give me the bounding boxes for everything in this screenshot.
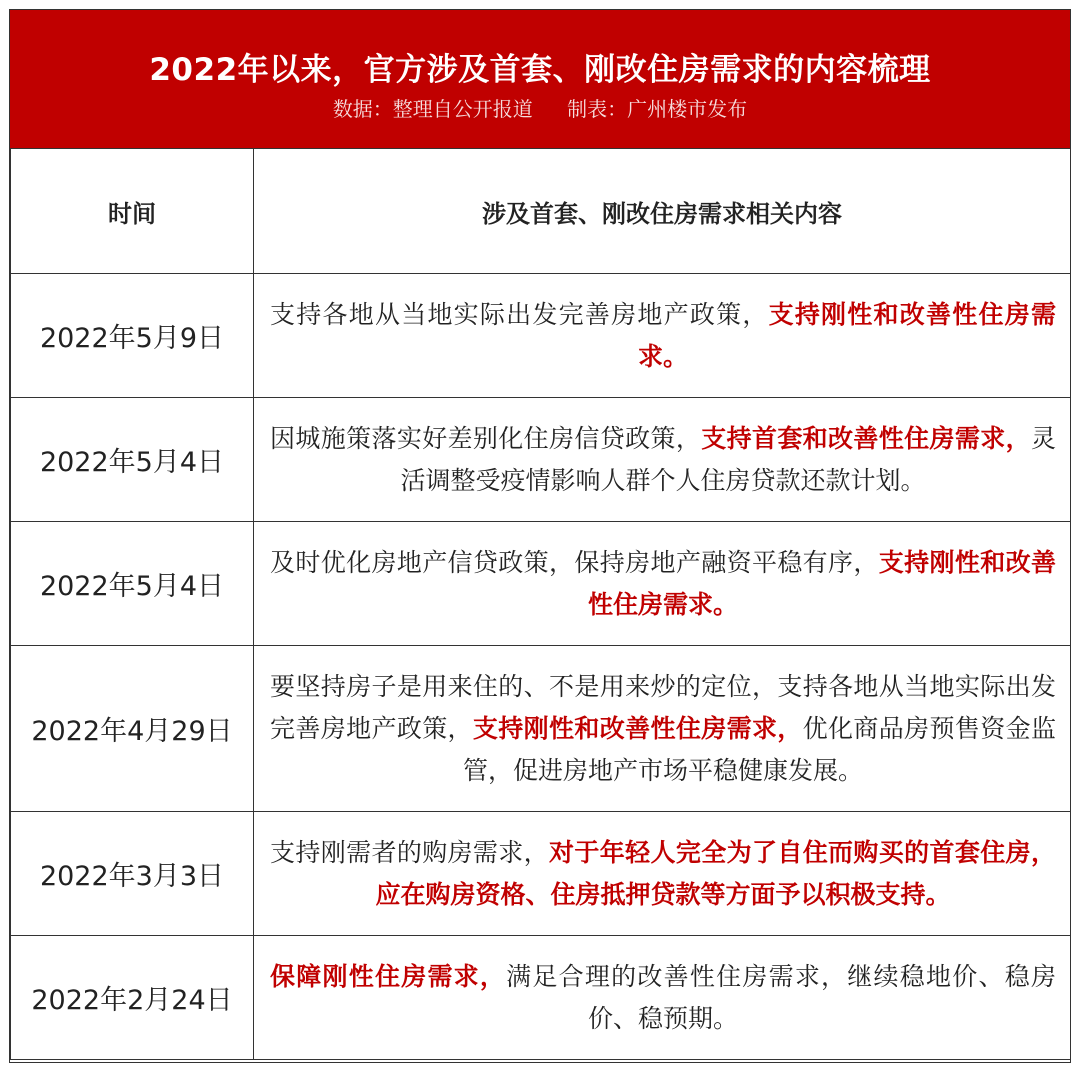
highlighted-text: 支持刚性和改善性住房需求。 — [587, 547, 1056, 619]
table-row — [11, 936, 1071, 1060]
body-text: 因城施策落实好差别化住房信贷政策， — [270, 423, 702, 453]
row-date: 2022年3月3日 — [11, 812, 254, 936]
row-date: 2022年4月29日 — [11, 646, 254, 812]
body-text: 优化商品房预售资金监管，促进房地产市场平稳健康发展。 — [462, 713, 1056, 785]
table-row — [11, 646, 1071, 812]
title-banner — [10, 10, 1070, 148]
row-content — [254, 646, 1071, 812]
data-source: 数据：整理自公开报道 — [332, 97, 533, 121]
table-maker: 制表：广州楼市发布 — [567, 97, 748, 121]
row-date: 2022年2月24日 — [11, 936, 254, 1060]
row-date: 2022年5月4日 — [11, 522, 254, 646]
highlighted-text: 保障刚性住房需求， — [270, 961, 507, 991]
row-content — [254, 522, 1071, 646]
row-content — [254, 398, 1071, 522]
body-text: 灵活调整受疫情影响人群个人住房贷款还款计划。 — [400, 423, 1056, 495]
row-content — [254, 812, 1071, 936]
policy-table — [10, 148, 1071, 1060]
row-content — [254, 274, 1071, 398]
header-row — [11, 149, 1071, 274]
subtitle — [10, 93, 1070, 122]
table-row — [11, 522, 1071, 646]
body-text: 及时优化房地产信贷政策，保持房地产融资平稳有序， — [270, 547, 879, 577]
table-row — [11, 274, 1071, 398]
body-text: 要坚持房子是用来住的、不是用来炒的定位，支持各地从当地实际出发完善房地产政策， — [270, 671, 1056, 743]
page-title: 2022年以来，官方涉及首套、刚改住房需求的内容梳理 — [149, 52, 931, 88]
table-frame — [9, 9, 1071, 1063]
row-date: 2022年5月4日 — [11, 398, 254, 522]
highlighted-text: 支持刚性和改善性住房需求， — [472, 713, 803, 743]
body-text: 支持各地从当地实际出发完善房地产政策， — [270, 299, 769, 329]
row-content — [254, 936, 1071, 1060]
body-text: 满足合理的改善性住房需求，继续稳地价、稳房价、稳预期。 — [506, 961, 1056, 1033]
body-text: 支持刚需者的购房需求， — [270, 837, 550, 867]
highlighted-text: 支持刚性和改善性住房需求。 — [637, 299, 1056, 371]
column-header-date: 时间 — [11, 149, 254, 274]
highlighted-text: 对于年轻人完全为了自住而购买的首套住房，应在购房资格、住房抵押贷款等方面予以积极支持。 — [375, 837, 1056, 909]
table-row — [11, 398, 1071, 522]
highlighted-text: 支持首套和改善性住房需求， — [701, 423, 1031, 453]
table-row — [11, 812, 1071, 936]
row-date: 2022年5月9日 — [11, 274, 254, 398]
column-header-content: 涉及首套、刚改住房需求相关内容 — [254, 149, 1071, 274]
